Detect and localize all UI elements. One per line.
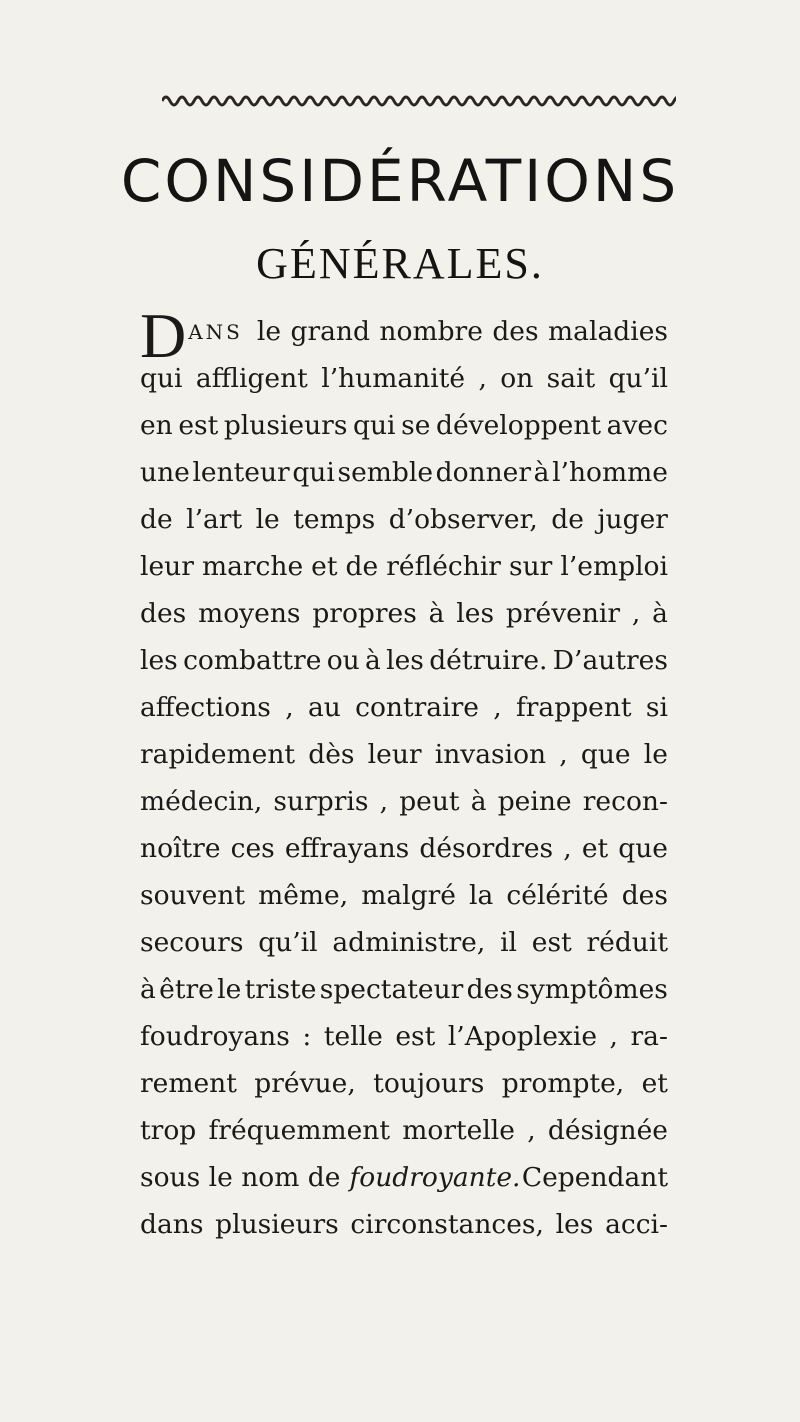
word: : <box>302 1021 312 1052</box>
text-line <box>140 402 668 449</box>
word: affections <box>140 692 271 723</box>
text-line <box>140 825 668 872</box>
word: telle <box>323 1021 383 1052</box>
word: ou <box>326 645 360 676</box>
word: des <box>621 880 668 911</box>
word: désordres <box>419 833 554 864</box>
word: est <box>178 410 219 441</box>
first-word-smallcaps: ANS <box>188 319 243 344</box>
word: souvent <box>140 880 245 911</box>
word: recon- <box>582 786 668 817</box>
word: avec <box>606 410 668 441</box>
word: temps <box>293 504 376 535</box>
text-line <box>140 684 668 731</box>
word: trop <box>140 1115 197 1146</box>
body-paragraph <box>140 299 668 1248</box>
word: , <box>379 786 389 817</box>
word: , <box>563 833 572 864</box>
word: l’emploi <box>560 551 668 582</box>
word: maladies <box>548 316 668 347</box>
page-subtitle: GÉNÉRALES. <box>256 239 544 288</box>
word: administre, <box>332 927 486 958</box>
word: peine <box>497 786 572 817</box>
word: spectateur <box>319 974 464 1005</box>
word: le <box>217 974 242 1005</box>
word: les <box>140 645 178 676</box>
word: à <box>652 598 668 629</box>
text-line <box>140 778 668 825</box>
word: D’autres <box>552 645 668 676</box>
text-line <box>140 637 668 684</box>
drop-cap: D <box>140 299 187 371</box>
word: symptômes <box>516 974 668 1005</box>
word: fréquemment <box>208 1115 391 1146</box>
word: donner <box>435 457 532 488</box>
word: toujours <box>373 1068 485 1099</box>
text-line <box>140 919 668 966</box>
word: et <box>311 551 338 582</box>
word: surpris <box>273 786 369 817</box>
word: dès <box>308 739 355 770</box>
word: sur <box>509 551 553 582</box>
text-line <box>140 543 668 590</box>
word: même, <box>258 880 349 911</box>
word: à <box>470 786 487 817</box>
word: effrayans <box>284 833 410 864</box>
word: circonstances, <box>350 1209 544 1240</box>
word: se <box>401 410 431 441</box>
word: les <box>456 598 495 629</box>
word: nombre <box>379 316 483 347</box>
word: en <box>140 410 173 441</box>
text-line <box>140 1154 668 1201</box>
word: prévue, <box>254 1068 356 1099</box>
word: foudroyans <box>140 1021 290 1052</box>
word: médecin, <box>140 786 263 817</box>
word: triste <box>244 974 317 1005</box>
word: , <box>559 739 568 770</box>
word: plusieurs <box>215 1209 339 1240</box>
word: secours <box>140 927 244 958</box>
word: il <box>500 927 518 958</box>
word: est <box>531 927 572 958</box>
word: sait <box>546 363 596 394</box>
word: l’humanité <box>321 363 466 394</box>
word: qu’il <box>608 363 668 394</box>
word: prévenir <box>505 598 621 629</box>
word: à <box>533 457 550 488</box>
word: à <box>428 598 445 629</box>
text-line <box>140 731 668 778</box>
text-line <box>140 355 668 402</box>
italic-term: foudroyante. <box>349 1162 521 1193</box>
lines-container <box>140 355 668 1154</box>
word: on <box>500 363 534 394</box>
word: peut <box>399 786 460 817</box>
word: lenteur <box>192 457 290 488</box>
word: que <box>580 739 631 770</box>
word: le <box>643 739 668 770</box>
word: , <box>493 692 502 723</box>
text-line-segment: sous le nom de <box>140 1162 341 1193</box>
first-line-text <box>257 316 668 347</box>
word: au <box>307 692 341 723</box>
text-line <box>140 1201 668 1248</box>
word: leur <box>367 739 422 770</box>
word: , <box>631 598 641 629</box>
word: qui <box>292 457 335 488</box>
word: , <box>478 363 487 394</box>
word: de <box>345 551 379 582</box>
word: , <box>285 692 294 723</box>
text-line <box>140 496 668 543</box>
word: l’art <box>186 504 243 535</box>
word: grand <box>290 316 370 347</box>
word: mortelle <box>402 1115 515 1146</box>
word: à <box>365 645 381 676</box>
text-line <box>140 449 668 496</box>
word: de <box>551 504 584 535</box>
word: rement <box>140 1068 237 1099</box>
word: et <box>641 1068 668 1099</box>
word: les <box>555 1209 594 1240</box>
word: , <box>527 1115 536 1146</box>
word: réduit <box>586 927 668 958</box>
word: qui <box>140 363 183 394</box>
word: , <box>609 1021 618 1052</box>
text-line <box>140 1107 668 1154</box>
decorative-border-ornament <box>162 90 676 112</box>
word: propres <box>312 598 417 629</box>
word: qui <box>353 410 396 441</box>
word: la <box>469 880 494 911</box>
text-line <box>140 966 668 1013</box>
word: qu’il <box>258 927 318 958</box>
word: si <box>645 692 668 723</box>
word: de <box>140 504 173 535</box>
word: à <box>140 974 156 1005</box>
word: célérité <box>506 880 609 911</box>
word: moyens <box>198 598 301 629</box>
word: plusieurs <box>223 410 348 441</box>
word: juger <box>597 504 668 535</box>
text-line <box>140 1013 668 1060</box>
word: d’observer, <box>388 504 538 535</box>
word: combattre <box>183 645 322 676</box>
text-line <box>140 872 668 919</box>
word: dans <box>140 1209 204 1240</box>
word: rapidement <box>140 739 296 770</box>
word: frappent <box>515 692 632 723</box>
word: que <box>618 833 668 864</box>
word: invasion <box>434 739 547 770</box>
word: affligent <box>195 363 308 394</box>
text-line <box>140 590 668 637</box>
word: prompte, <box>501 1068 625 1099</box>
word: leur <box>140 551 194 582</box>
word: noître <box>140 833 221 864</box>
page-title: CONSIDÉRATIONS <box>120 147 680 215</box>
word: malgré <box>361 880 456 911</box>
word: une <box>140 457 190 488</box>
word: des <box>140 598 187 629</box>
word: le <box>256 316 282 347</box>
word: semble <box>337 457 434 488</box>
word: l’homme <box>552 457 668 488</box>
word: l’Apoplexie <box>447 1021 598 1052</box>
word: être <box>159 974 214 1005</box>
text-line <box>140 1060 668 1107</box>
word: réfléchir <box>386 551 501 582</box>
word: des <box>492 316 539 347</box>
word: ces <box>230 833 275 864</box>
word: ra- <box>630 1021 668 1052</box>
word: est <box>395 1021 436 1052</box>
word: et <box>581 833 609 864</box>
word: marche <box>201 551 304 582</box>
word: désignée <box>547 1115 668 1146</box>
word: le <box>255 504 280 535</box>
word: détruire. <box>429 645 548 676</box>
text-line-segment: Cependant <box>521 1162 668 1193</box>
word: contraire <box>355 692 479 723</box>
word: développent <box>436 410 602 441</box>
word: des <box>466 974 513 1005</box>
word: acci- <box>605 1209 668 1240</box>
text-line-group <box>140 1162 520 1193</box>
word: les <box>386 645 424 676</box>
text-line <box>140 299 668 371</box>
